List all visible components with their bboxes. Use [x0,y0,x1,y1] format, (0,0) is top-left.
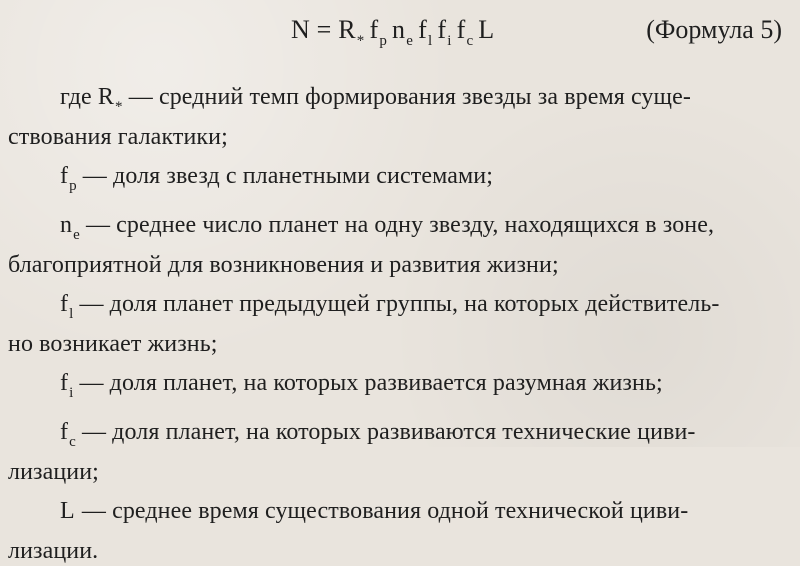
definition-fp [8,161,782,201]
formula-term-f-l: f [418,15,427,44]
definition-symbol: L [60,498,75,524]
definition-line [8,417,782,457]
definition-subscript: p [69,178,77,194]
definition-continuation: ствования галактики; [8,124,228,150]
definition-text: — среднее время существования одной технической циви- [75,498,689,524]
definition-line [8,161,782,201]
definition-subscript: * [115,99,123,115]
definitions-text [8,82,782,566]
definition-line [8,368,782,408]
definition-subscript: l [69,306,74,322]
definition-symbol: f [60,163,69,189]
definition-text: — доля звезд с планетными системами; [76,163,493,189]
definition-text: — доля планет предыдущей группы, на которых действитель- [73,291,720,317]
formula-subscript-l: l [427,33,433,49]
definition-text: — доля планет, на которых развивается разумная жизнь; [73,370,663,396]
formula-term-f: f [369,15,379,44]
definition-line [8,82,782,122]
formula-subscript-i: i [447,33,452,49]
formula-row [8,10,782,50]
definition-fc [8,417,782,487]
definition-symbol: f [60,370,69,396]
definition-continuation: благоприятной для возникновения и развития жизни; [8,252,559,278]
definition-text: — среднее число планет на одну звезду, находящихся в зоне, [79,212,715,238]
definition-continuation: лизации. [8,538,99,564]
definition-text: — средний темп формирования звезды за время суще- [122,84,691,110]
formula-subscript-star: * [356,33,365,49]
definition-line [8,289,782,329]
definition-line [8,210,782,250]
formula-term-f-i: f [437,15,447,44]
definition-symbol: где R [60,84,115,110]
definition-fl [8,289,782,359]
definition-symbol: f [60,291,69,317]
definition-ne [8,210,782,280]
definition-continuation: но возникает жизнь; [8,331,218,357]
definition-continuation: лизации; [8,459,99,485]
definition-fi [8,368,782,408]
definition-l [8,496,782,566]
formula-subscript-p: p [379,33,388,49]
drake-formula [291,10,494,61]
formula-label: (Формула 5) [646,15,782,44]
definition-r-star [8,82,782,152]
definition-subscript: e [73,227,80,243]
definition-symbol: n [60,212,73,238]
definition-subscript: c [69,434,76,450]
formula-subscript-c: c [466,33,474,49]
definition-text: — доля планет, на которых развиваются технические циви- [75,419,696,445]
definition-line [8,496,782,536]
formula-term-n: n [392,15,406,44]
formula-subscript-e: e [406,33,414,49]
formula-term-l: L [478,15,495,44]
definition-symbol: f [60,419,69,445]
definition-subscript: i [69,385,74,401]
formula-prefix: N = R [291,15,356,44]
formula-term-f-c: f [456,15,466,44]
